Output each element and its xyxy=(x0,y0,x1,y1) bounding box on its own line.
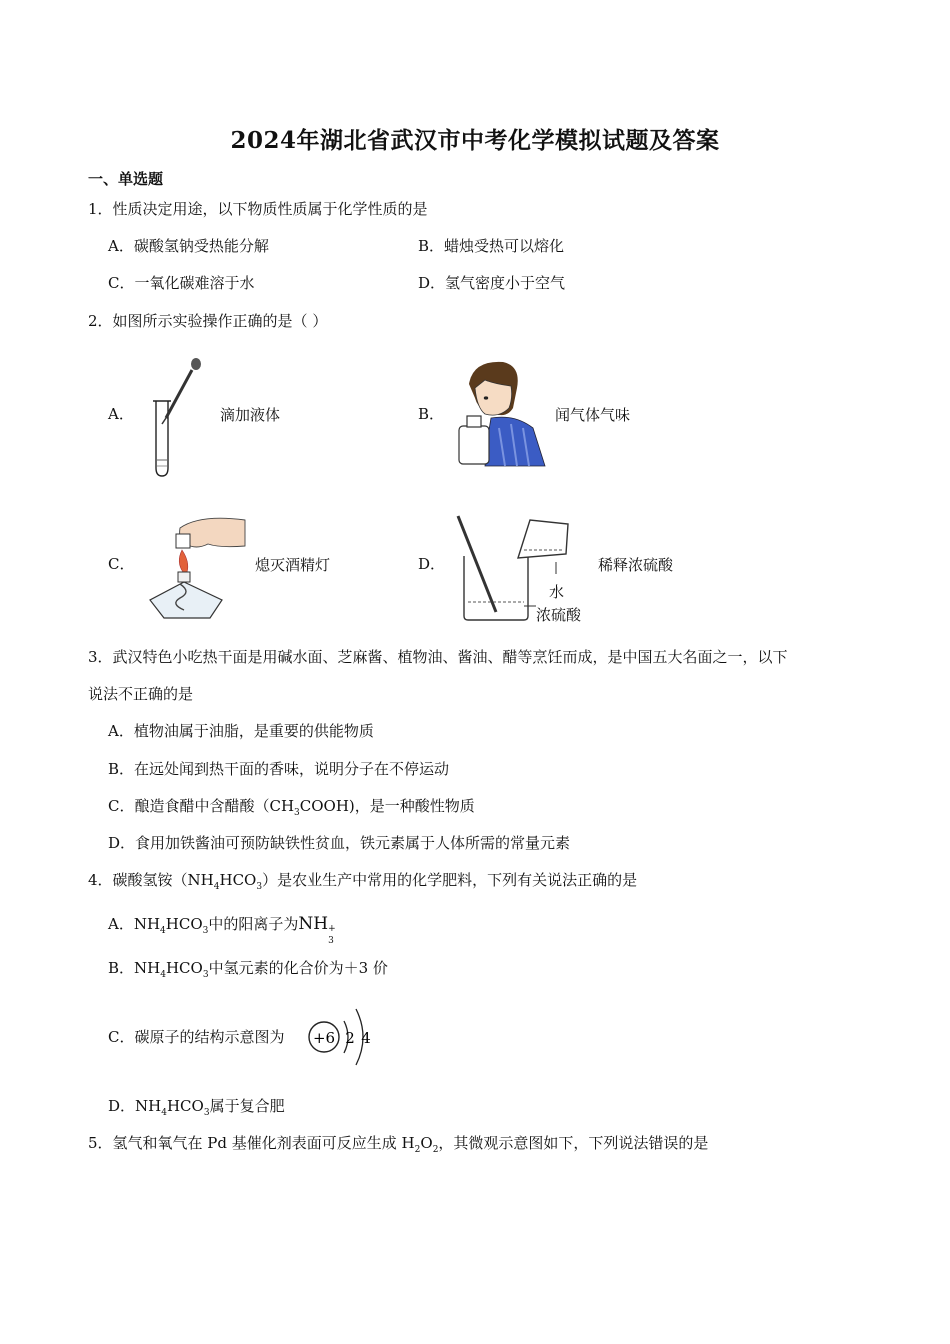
question-1-stem: 1．性质决定用途，以下物质性质属于化学性质的是 xyxy=(88,200,428,218)
question-2-option-d-letter[interactable]: D． xyxy=(418,555,446,573)
concentrated-acid-label: 浓硫酸 xyxy=(536,606,582,624)
question-1-option-a[interactable]: A．碳酸氢钠受热能分解 xyxy=(108,237,269,255)
question-5-stem: 5．氢气和氧气在 Pd 基催化剂表面可反应生成 $H_2O_2$，其微观示意图如下，下列说法错误的是 xyxy=(88,1134,709,1155)
question-3-option-b[interactable]: B．在远处闻到热干面的香味，说明分子在不停运动 xyxy=(108,760,450,778)
question-2-option-c-letter[interactable]: C． xyxy=(108,555,135,573)
gas-bottle-icon xyxy=(459,416,489,464)
student-head-icon xyxy=(469,362,518,415)
question-3-option-d[interactable]: D．食用加铁酱油可预防缺铁性贫血，铁元素属于人体所需的常量元素 xyxy=(108,834,571,852)
smelling-gas-figure xyxy=(455,358,550,468)
nucleus-charge-text: +6 xyxy=(312,1029,336,1047)
question-2-option-b-label: 闻气体气味 xyxy=(555,406,631,424)
question-2-stem: 2．如图所示实验操作正确的是（ ） xyxy=(88,312,328,330)
flame-icon xyxy=(179,550,188,572)
inner-shell-electrons-text: 2 xyxy=(345,1029,355,1047)
outer-shell-electrons-text: 4 xyxy=(361,1029,371,1047)
question-2-option-d-label: 稀释浓硫酸 xyxy=(598,556,674,574)
water-label: 水 xyxy=(549,583,565,601)
question-2-option-a-letter[interactable]: A． xyxy=(108,405,134,423)
question-1-option-d[interactable]: D．氢气密度小于空气 xyxy=(418,274,566,292)
question-4-option-a[interactable]: A．$NH_4HCO_3$中的阳离子为NH + 3 xyxy=(108,914,336,946)
question-2-option-a-label: 滴加液体 xyxy=(220,406,281,424)
section-heading: 一、单选题 xyxy=(88,170,164,188)
question-1-option-c[interactable]: C．一氧化碳难溶于水 xyxy=(108,274,255,292)
question-2-option-c-label: 熄灭酒精灯 xyxy=(255,556,331,574)
question-3-option-c[interactable]: C．酿造食醋中含醋酸$(CH_3COOH)$，是一种酸性物质 xyxy=(108,797,475,818)
dropper-icon xyxy=(162,358,201,424)
question-1-option-b[interactable]: B．蜡烛受热可以熔化 xyxy=(418,237,565,255)
alcohol-lamp-icon xyxy=(150,572,222,618)
question-4-option-c[interactable]: C．碳原子的结构示意图为 xyxy=(108,1028,285,1046)
student-shirt-icon xyxy=(485,417,545,466)
question-4-option-b[interactable]: B．$NH_4HCO_3$中氢元素的化合价为＋3 价 xyxy=(108,959,388,980)
document-title: 2024年湖北省武汉市中考化学模拟试题及答案 xyxy=(230,127,720,154)
lamp-cap-icon xyxy=(176,534,190,548)
question-4-option-d[interactable]: D．$NH_4HCO_3$属于复合肥 xyxy=(108,1097,285,1118)
dropper-test-tube-figure xyxy=(140,356,215,481)
question-3-option-a[interactable]: A．植物油属于油脂，是重要的供能物质 xyxy=(108,722,374,740)
pouring-beaker-icon xyxy=(518,520,568,558)
carbon-atom-structure-figure xyxy=(302,1003,382,1071)
question-3-stem-line-2: 说法不正确的是 xyxy=(88,685,194,703)
question-2-option-b-letter[interactable]: B． xyxy=(418,405,445,423)
alcohol-lamp-figure xyxy=(140,510,250,622)
question-4-stem: 4．碳酸氢铵$(NH_4HCO_3)$是农业生产中常用的化学肥料，下列有关说法正确的是 xyxy=(88,871,638,892)
question-3-stem-line-1: 3．武汉特色小吃热干面是用碱水面、芝麻酱、植物油、酱油、醋等烹饪而成，是中国五大名面之一，以下 xyxy=(88,648,788,666)
